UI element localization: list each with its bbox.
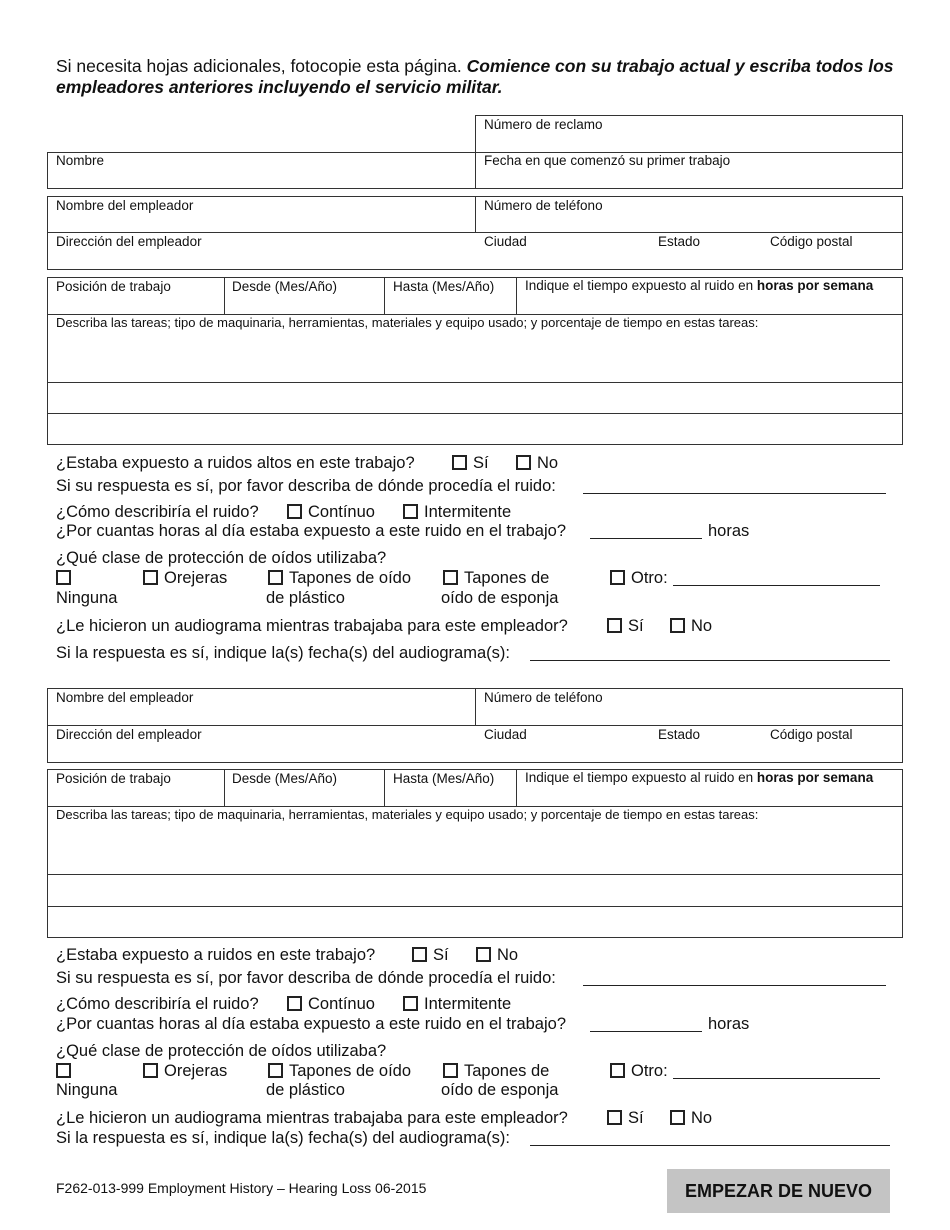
employer2-q-protection: ¿Qué clase de protección de oídos utilizaba? bbox=[56, 1042, 387, 1060]
employer2-source-input[interactable] bbox=[583, 971, 886, 986]
employer1-q-audiogram-dates-text: Si la respuesta es sí, indique la(s) fecha(s) del audiograma(s): bbox=[56, 644, 510, 662]
employer2-from-label: Desde (Mes/Año) bbox=[232, 771, 338, 786]
employer2-q-exposed-text: ¿Estaba expuesto a ruidos en este trabajo? bbox=[56, 946, 376, 964]
employer2-q-audiogram bbox=[56, 1109, 568, 1128]
employer1-hours-unit: horas bbox=[708, 522, 750, 540]
checkbox-icon[interactable] bbox=[610, 1063, 625, 1078]
checkbox-icon[interactable] bbox=[443, 1063, 458, 1078]
yes-label: Sí bbox=[628, 1109, 644, 1127]
checkbox-icon[interactable] bbox=[670, 1110, 685, 1125]
checkbox-icon[interactable] bbox=[607, 618, 622, 633]
employer1-duties-line-2[interactable] bbox=[47, 382, 903, 414]
employer1-plastic-option[interactable] bbox=[268, 569, 411, 588]
employer1-q-hours bbox=[56, 522, 566, 541]
first-job-date-label: Fecha en que comenzó su primer trabajo bbox=[484, 153, 731, 168]
employer2-exposed-no[interactable] bbox=[476, 946, 518, 965]
intro-plain: Si necesita hojas adicionales, fotocopie esta página. bbox=[56, 56, 467, 76]
claim-number-label: Número de reclamo bbox=[484, 117, 603, 132]
employer1-noise-hours-bold: horas por semana bbox=[756, 278, 874, 293]
checkbox-icon[interactable] bbox=[476, 947, 491, 962]
employer2-duties-label: Describa las tareas; tipo de maquinaria, herramientas, materiales y equipo usado; y porcentaje de tiempo en estas tareas: bbox=[56, 807, 759, 822]
employer2-other-input[interactable] bbox=[673, 1064, 880, 1079]
employer1-earmuffs-option[interactable] bbox=[143, 569, 227, 588]
employer1-audiogram-yes[interactable] bbox=[607, 617, 644, 636]
employer1-city-label: Ciudad bbox=[484, 234, 527, 249]
employer1-name-label: Nombre del empleador bbox=[56, 198, 194, 213]
employer1-intermittent-option[interactable] bbox=[403, 503, 511, 522]
employer1-audiogram-no[interactable] bbox=[670, 617, 712, 636]
employer1-q-audiogram-dates bbox=[56, 644, 510, 663]
employer1-q-exposed-text: ¿Estaba expuesto a ruidos altos en este trabajo? bbox=[56, 454, 415, 472]
other-label: Otro: bbox=[631, 569, 668, 587]
employer1-q-source-text: Si su respuesta es sí, por favor describa de dónde procedía el ruido: bbox=[56, 477, 556, 495]
employer2-q-describe-text: ¿Cómo describiría el ruido? bbox=[56, 995, 259, 1013]
no-label: No bbox=[691, 617, 713, 635]
checkbox-icon[interactable] bbox=[56, 570, 71, 585]
employer2-q-audiogram-dates bbox=[56, 1129, 510, 1148]
employer2-hours-input[interactable] bbox=[590, 1017, 702, 1032]
employer1-source-input[interactable] bbox=[583, 479, 886, 494]
employer2-name-label: Nombre del empleador bbox=[56, 690, 194, 705]
checkbox-icon[interactable] bbox=[670, 618, 685, 633]
continuous-label: Contínuo bbox=[308, 995, 375, 1013]
employer2-none-label: Ninguna bbox=[56, 1081, 118, 1099]
employer1-q-hours-text: ¿Por cuantas horas al día estaba expuesto a este ruido en el trabajo? bbox=[56, 522, 566, 540]
employer2-zip-label: Código postal bbox=[770, 727, 853, 742]
employer1-plastic-label-2: de plástico bbox=[266, 589, 345, 607]
checkbox-icon[interactable] bbox=[412, 947, 427, 962]
employer2-position-label: Posición de trabajo bbox=[56, 771, 171, 786]
checkbox-icon[interactable] bbox=[143, 570, 158, 585]
employer1-address-label: Dirección del empleador bbox=[56, 234, 202, 249]
checkbox-icon[interactable] bbox=[143, 1063, 158, 1078]
employer1-position-label: Posición de trabajo bbox=[56, 279, 171, 294]
employer2-phone-label: Número de teléfono bbox=[484, 690, 603, 705]
employer1-q-audiogram-text: ¿Le hicieron un audiograma mientras trabajaba para este empleador? bbox=[56, 617, 568, 635]
yes-label: Sí bbox=[433, 946, 449, 964]
yes-label: Sí bbox=[473, 454, 489, 472]
checkbox-icon[interactable] bbox=[268, 570, 283, 585]
no-label: No bbox=[691, 1109, 713, 1127]
employer1-other-option[interactable] bbox=[610, 569, 668, 588]
employer1-q-source bbox=[56, 477, 556, 496]
employer1-foam-label-2: oído de esponja bbox=[441, 589, 559, 607]
employer1-continuous-option[interactable] bbox=[287, 503, 375, 522]
earmuffs-label: Orejeras bbox=[164, 1062, 228, 1080]
employer2-duties-line-3[interactable] bbox=[47, 906, 903, 938]
employer2-noise-hours-text: Indique el tiempo expuesto al ruido en bbox=[525, 770, 757, 785]
employer2-q-exposed bbox=[56, 946, 375, 965]
checkbox-icon[interactable] bbox=[607, 1110, 622, 1125]
checkbox-icon[interactable] bbox=[452, 455, 467, 470]
employer1-state-label: Estado bbox=[658, 234, 701, 249]
plastic-label: Tapones de oído bbox=[289, 569, 412, 587]
checkbox-icon[interactable] bbox=[287, 996, 302, 1011]
name-field[interactable] bbox=[47, 152, 476, 189]
employer2-exposed-yes[interactable] bbox=[412, 946, 449, 965]
checkbox-icon[interactable] bbox=[403, 996, 418, 1011]
employer1-hours-input[interactable] bbox=[590, 524, 702, 539]
employer2-plastic-label-2: de plástico bbox=[266, 1081, 345, 1099]
employer1-other-input[interactable] bbox=[673, 571, 880, 586]
employer2-audiogram-yes[interactable] bbox=[607, 1109, 644, 1128]
employer2-q-describe bbox=[56, 995, 259, 1014]
employer2-noise-hours-label bbox=[525, 770, 873, 785]
employer1-duties-line-3[interactable] bbox=[47, 413, 903, 445]
foam-label: Tapones de bbox=[464, 569, 550, 587]
employer2-city-label: Ciudad bbox=[484, 727, 527, 742]
employer2-q-hours bbox=[56, 1015, 566, 1034]
employer2-q-audiogram-dates-text: Si la respuesta es sí, indique la(s) fecha(s) del audiograma(s): bbox=[56, 1129, 510, 1147]
employer2-q-hours-text: ¿Por cuantas horas al día estaba expuesto a este ruido en el trabajo? bbox=[56, 1015, 566, 1033]
employer1-q-audiogram bbox=[56, 617, 568, 636]
checkbox-icon[interactable] bbox=[287, 504, 302, 519]
employer2-noise-hours-bold: horas por semana bbox=[756, 770, 874, 785]
yes-label: Sí bbox=[628, 617, 644, 635]
employer2-duties-line-2[interactable] bbox=[47, 874, 903, 907]
employer1-foam-option[interactable] bbox=[443, 569, 549, 588]
employer2-to-label: Hasta (Mes/Año) bbox=[393, 771, 495, 786]
employer1-duties-label: Describa las tareas; tipo de maquinaria, herramientas, materiales y equipo usado; y porcentaje de tiempo en estas tareas: bbox=[56, 315, 759, 330]
employer2-other-option[interactable] bbox=[610, 1062, 668, 1081]
employer1-q-exposed bbox=[56, 454, 415, 473]
intro-text bbox=[56, 56, 906, 98]
employer1-audiogram-dates-input[interactable] bbox=[530, 646, 890, 661]
employer1-noise-hours-label bbox=[525, 278, 873, 293]
employer1-exposed-no[interactable] bbox=[516, 454, 558, 473]
employer2-none-option[interactable] bbox=[56, 1062, 77, 1081]
employer1-q-protection: ¿Qué clase de protección de oídos utilizaba? bbox=[56, 549, 387, 567]
employer1-to-label: Hasta (Mes/Año) bbox=[393, 279, 495, 294]
employer1-none-label: Ninguna bbox=[56, 589, 118, 607]
employer2-continuous-option[interactable] bbox=[287, 995, 375, 1014]
employer1-noise-hours-text: Indique el tiempo expuesto al ruido en bbox=[525, 278, 757, 293]
checkbox-icon[interactable] bbox=[443, 570, 458, 585]
employer2-foam-label-2: oído de esponja bbox=[441, 1081, 559, 1099]
other-label: Otro: bbox=[631, 1062, 668, 1080]
earmuffs-label: Orejeras bbox=[164, 569, 228, 587]
reset-button[interactable]: EMPEZAR DE NUEVO bbox=[667, 1169, 890, 1213]
employer1-none-option[interactable] bbox=[56, 569, 77, 588]
intro-bold: Comience con su trabajo actual y escriba todos los empleadores anteriores incluyendo el servicio militar. bbox=[56, 56, 894, 97]
employer2-address-label: Dirección del empleador bbox=[56, 727, 202, 742]
employer2-intermittent-option[interactable] bbox=[403, 995, 511, 1014]
employer2-q-source bbox=[56, 969, 556, 988]
employer1-q-describe-text: ¿Cómo describiría el ruido? bbox=[56, 503, 259, 521]
employer1-zip-label: Código postal bbox=[770, 234, 853, 249]
employer2-earmuffs-option[interactable] bbox=[143, 1062, 227, 1081]
employer1-exposed-yes[interactable] bbox=[452, 454, 489, 473]
employer2-foam-option[interactable] bbox=[443, 1062, 549, 1081]
employer2-audiogram-dates-input[interactable] bbox=[530, 1131, 890, 1146]
no-label: No bbox=[497, 946, 519, 964]
continuous-label: Contínuo bbox=[308, 503, 375, 521]
employer1-phone-label: Número de teléfono bbox=[484, 198, 603, 213]
employer2-q-audiogram-text: ¿Le hicieron un audiograma mientras trabajaba para este empleador? bbox=[56, 1109, 568, 1127]
no-label: No bbox=[537, 454, 559, 472]
form-id: F262-013-999 Employment History – Hearing Loss 06-2015 bbox=[56, 1180, 427, 1196]
employer2-q-source-text: Si su respuesta es sí, por favor describa de dónde procedía el ruido: bbox=[56, 969, 556, 987]
employer1-q-describe bbox=[56, 503, 259, 522]
checkbox-icon[interactable] bbox=[610, 570, 625, 585]
employer2-hours-unit: horas bbox=[708, 1015, 750, 1033]
checkbox-icon[interactable] bbox=[403, 504, 418, 519]
employer2-audiogram-no[interactable] bbox=[670, 1109, 712, 1128]
intermittent-label: Intermitente bbox=[424, 503, 512, 521]
checkbox-icon[interactable] bbox=[516, 455, 531, 470]
employer1-from-label: Desde (Mes/Año) bbox=[232, 279, 338, 294]
name-label: Nombre bbox=[56, 153, 105, 168]
employer2-state-label: Estado bbox=[658, 727, 701, 742]
employer2-plastic-option[interactable] bbox=[268, 1062, 411, 1081]
foam-label: Tapones de bbox=[464, 1062, 550, 1080]
checkbox-icon[interactable] bbox=[56, 1063, 71, 1078]
intermittent-label: Intermitente bbox=[424, 995, 512, 1013]
plastic-label: Tapones de oído bbox=[289, 1062, 412, 1080]
checkbox-icon[interactable] bbox=[268, 1063, 283, 1078]
